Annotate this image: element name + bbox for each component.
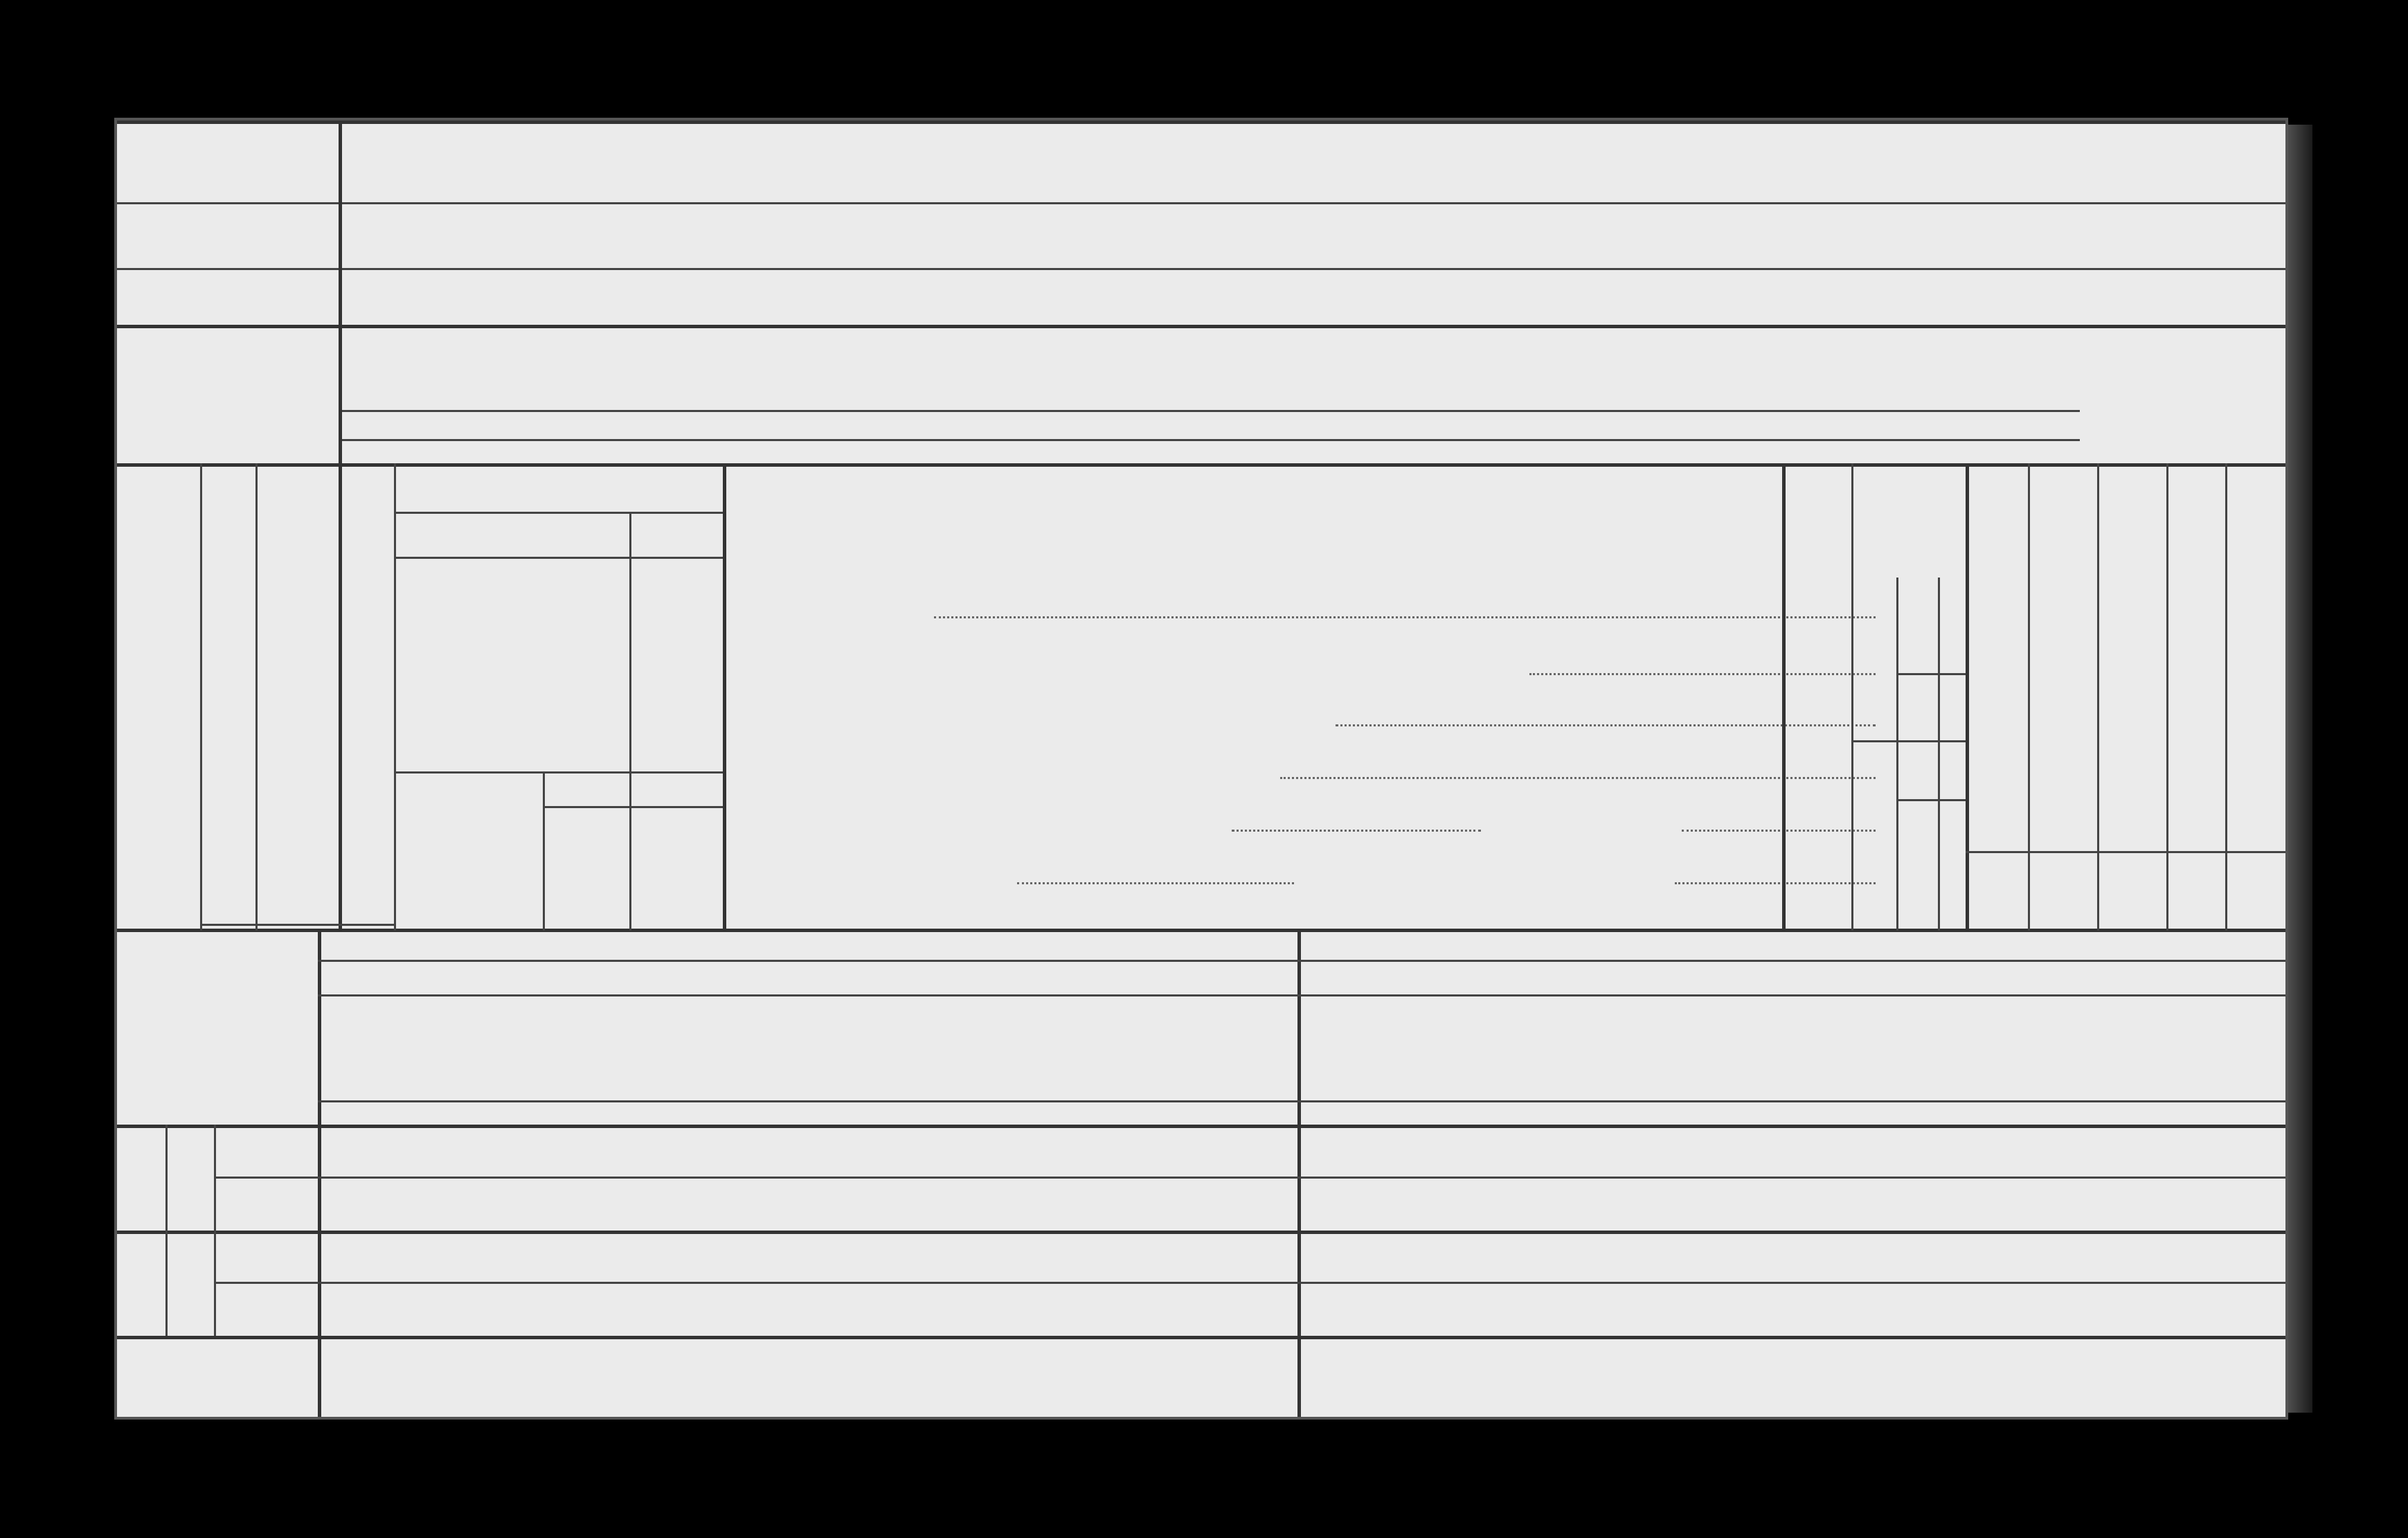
fill-line[interactable]	[1529, 673, 1876, 675]
row-line	[117, 202, 2288, 204]
col-line	[1782, 463, 1786, 931]
row-line	[117, 268, 2288, 270]
top-border	[117, 120, 2288, 124]
col-line	[2225, 463, 2227, 931]
row-line	[1896, 673, 1966, 675]
row-line	[1896, 799, 1966, 801]
col-line	[1938, 578, 1940, 931]
row-line	[318, 1100, 2288, 1102]
col-line	[629, 771, 631, 931]
row-line	[117, 325, 2288, 328]
row-line	[117, 1125, 2288, 1128]
row-line	[394, 512, 723, 514]
row-line	[214, 1177, 2288, 1179]
row-line	[339, 410, 2080, 412]
fill-line[interactable]	[1017, 882, 1294, 884]
col-line	[214, 1125, 216, 1336]
fill-line[interactable]	[1336, 724, 1876, 726]
fill-line[interactable]	[1280, 777, 1876, 779]
row-line	[1966, 851, 2288, 853]
row-line	[543, 806, 723, 808]
col-line	[2028, 463, 2030, 931]
col-line	[339, 120, 342, 467]
col-line	[339, 463, 342, 931]
census-card	[114, 118, 2288, 1420]
row-line	[1851, 740, 1966, 742]
row-line	[394, 771, 723, 774]
middle-bottom-border	[117, 929, 2288, 932]
col-line	[1851, 463, 1853, 931]
col-line	[200, 463, 202, 931]
col-line	[255, 463, 258, 931]
row-line	[339, 439, 2080, 441]
col-line	[1966, 463, 1969, 931]
col-line	[723, 463, 726, 931]
row-line	[394, 557, 723, 559]
fill-line[interactable]	[934, 616, 1876, 618]
col-line	[165, 1125, 168, 1336]
row-line	[117, 1231, 2288, 1234]
fill-line[interactable]	[1682, 830, 1876, 832]
fill-line[interactable]	[1675, 882, 1876, 884]
row-line	[318, 960, 2288, 962]
fill-line[interactable]	[1232, 830, 1481, 832]
row-line	[117, 1336, 2288, 1339]
row-line	[117, 463, 2288, 467]
row-line	[318, 994, 2288, 996]
col-line	[394, 463, 396, 931]
row-line	[200, 924, 394, 926]
col-line	[1896, 578, 1898, 931]
row-line	[214, 1282, 2288, 1284]
col-line	[1297, 929, 1301, 1420]
col-line	[543, 771, 545, 931]
col-line	[318, 929, 321, 1420]
col-line	[2097, 463, 2099, 931]
col-line	[2166, 463, 2168, 931]
